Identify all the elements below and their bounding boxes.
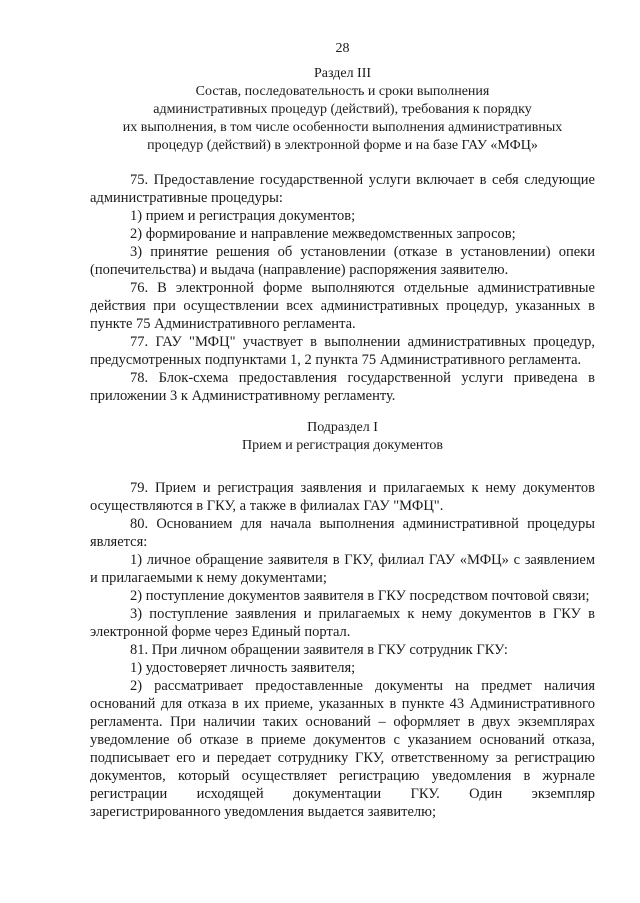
body-text-part2	[90, 479, 595, 821]
section-heading-line: процедур (действий) в электронной форме и на базе ГАУ «МФЦ»	[147, 138, 538, 153]
paragraph-75-item-2: 2) формирование и направление межведомственных запросов;	[130, 226, 516, 242]
paragraph-81-item-1: 1) удостоверяет личность заявителя;	[130, 660, 356, 676]
section-heading-line: их выполнения, в том числе особенности выполнения административных	[122, 120, 563, 135]
paragraph-75-item-1: 1) прием и регистрация документов;	[130, 208, 356, 224]
paragraph-80-item-1: 1) личное обращение заявителя в ГКУ, филиал ГАУ «МФЦ» с заявлением и прилагаемыми к нему документами;	[90, 552, 595, 586]
paragraph-81: 81. При личном обращении заявителя в ГКУ сотрудник ГКУ:	[130, 642, 508, 658]
body-text-part1	[90, 171, 595, 405]
paragraph-75: 75. Предоставление государственной услуги включает в себя следующие административные процедуры:	[90, 172, 595, 206]
document-page	[90, 40, 595, 821]
paragraph-75-item-3: 3) принятие решения об установлении (отказе в установлении) опеки (попечительства) и выдача (направление) распоряжения заявителю.	[90, 244, 595, 278]
paragraph-81-item-2: 2) рассматривает предоставленные документы на предмет наличия оснований для отказа в их приеме, указанных в пункте 43 Административного регламента. При наличии таких оснований – оформляет в двух экземплярах уведомление об отказе в приеме документов с указанием оснований отказа, подписывает его и передает сотруднику ГКУ, ответственному за регистрацию документов, который осуществляет регистрацию уведомления в журнале регистрации исходящей документации ГКУ. Один экземпляр зарегистрированного уведомления выдается заявителю;	[90, 678, 595, 820]
page-number: 28	[335, 41, 350, 56]
section-header	[90, 65, 595, 155]
subsection-heading: Прием и регистрация документов	[242, 438, 443, 453]
paragraph-77: 77. ГАУ "МФЦ" участвует в выполнении административных процедур, предусмотренных подпунктами 1, 2 пункта 75 Административного регламента.	[90, 334, 595, 368]
paragraph-79: 79. Прием и регистрация заявления и прилагаемых к нему документов осуществляются в ГКУ, а также в филиалах ГАУ "МФЦ".	[90, 480, 595, 514]
section-heading-line: Состав, последовательность и сроки выполнения	[195, 84, 490, 99]
paragraph-80: 80. Основанием для начала выполнения административной процедуры является:	[90, 516, 595, 550]
subsection-title: Подраздел I	[307, 420, 378, 435]
section-heading-line: административных процедур (действий), требования к порядку	[153, 102, 532, 117]
paragraph-78: 78. Блок-схема предоставления государственной услуги приведена в приложении 3 к Административному регламенту.	[90, 370, 595, 404]
paragraph-80-item-2: 2) поступление документов заявителя в ГКУ посредством почтовой связи;	[130, 588, 590, 604]
paragraph-76: 76. В электронной форме выполняются отдельные административные действия при осуществлении всех административных процедур, указанных в пункте 75 Административного регламента.	[90, 280, 595, 332]
section-title: Раздел III	[313, 66, 372, 81]
subsection-header	[90, 419, 595, 455]
paragraph-80-item-3: 3) поступление заявления и прилагаемых к нему документов в ГКУ в электронной форме через Единый портал.	[90, 606, 595, 640]
